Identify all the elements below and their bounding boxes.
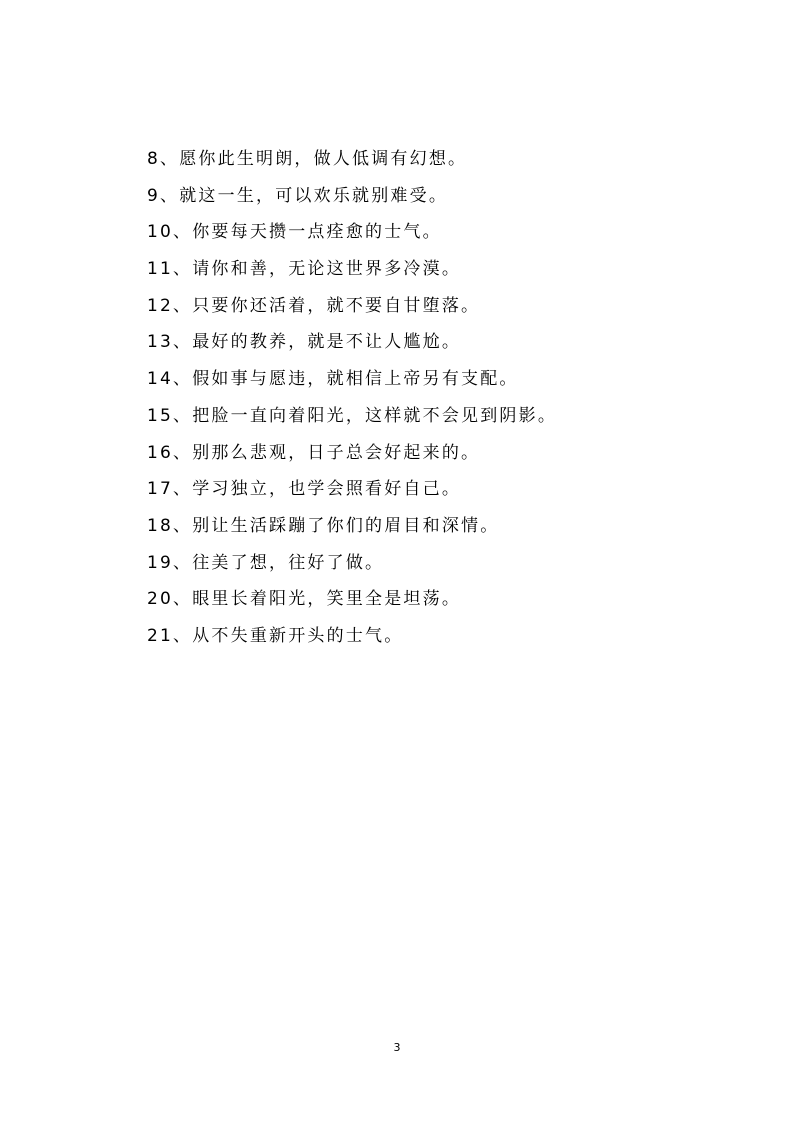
- quote-line-20: 20、眼里长着阳光，笑里全是坦荡。: [147, 589, 462, 610]
- quote-line-17: 17、学习独立，也学会照看好自己。: [147, 479, 462, 500]
- quote-line-11: 11、请你和善，无论这世界多冷漠。: [147, 259, 462, 280]
- quote-line-12: 12、只要你还活着，就不要自甘堕落。: [147, 295, 481, 316]
- quote-line-21: 21、从不失重新开头的士气。: [147, 625, 404, 646]
- quote-list: [147, 141, 557, 655]
- quote-line-10: 10、你要每天攒一点痊愈的士气。: [147, 222, 442, 243]
- quote-line-13: 13、最好的教养，就是不让人尴尬。: [147, 332, 462, 353]
- quote-line-8: 8、愿你此生明朗，做人低调有幻想。: [147, 149, 468, 169]
- quote-line-14: 14、假如事与愿违，就相信上帝另有支配。: [147, 369, 519, 390]
- quote-line-15: 15、把脸一直向着阳光，这样就不会见到阴影。: [147, 405, 558, 426]
- quote-line-9: 9、就这一生，可以欢乐就别难受。: [147, 185, 449, 206]
- quote-line-19: 19、往美了想，往好了做。: [147, 552, 385, 573]
- quote-line-18: 18、别让生活踩蹦了你们的眉目和深情。: [147, 515, 500, 536]
- page-number: 3: [393, 1041, 401, 1054]
- quote-line-16: 16、别那么悲观，日子总会好起来的。: [147, 442, 481, 463]
